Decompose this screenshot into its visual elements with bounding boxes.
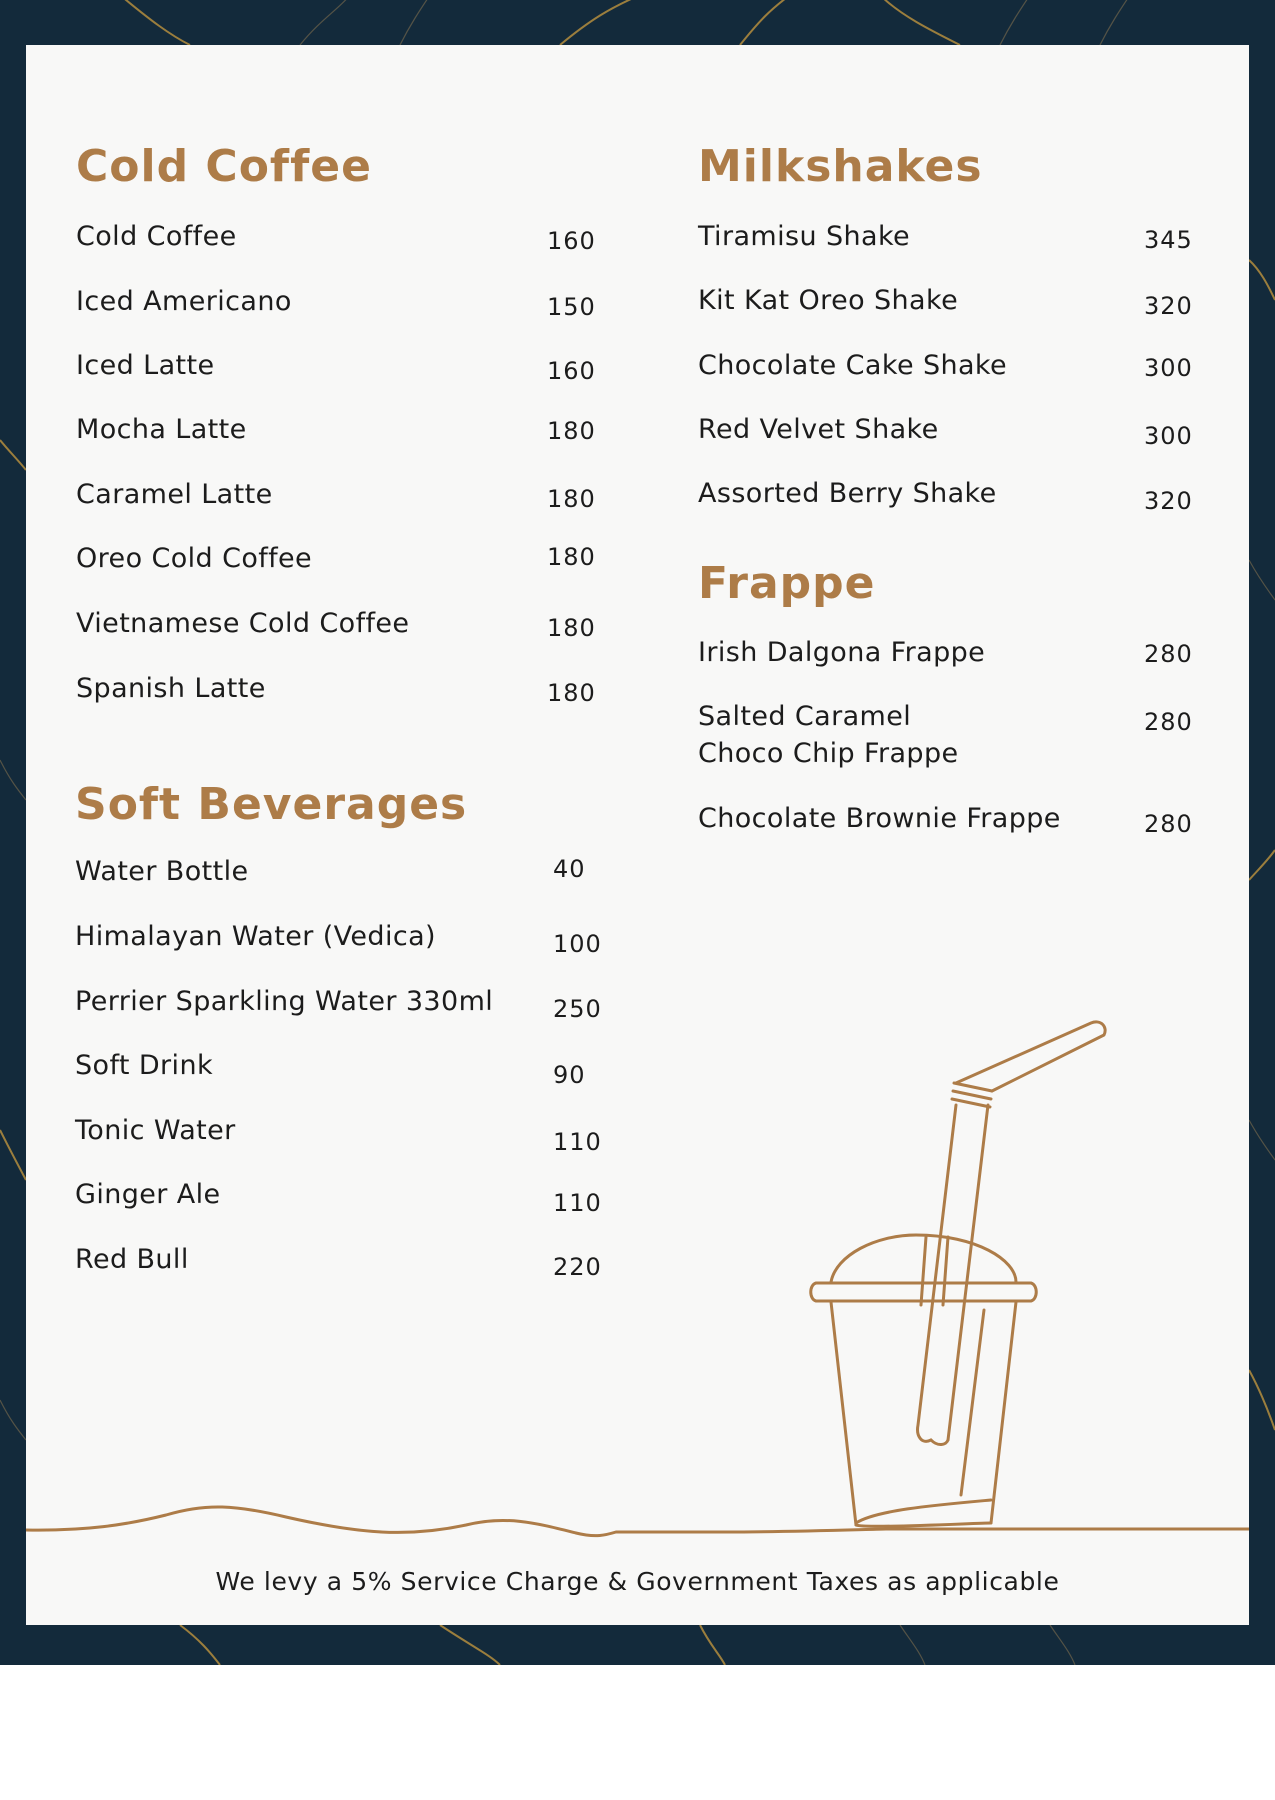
menu-item-price: 280 [1144, 640, 1193, 668]
menu-item-price: 220 [553, 1253, 602, 1281]
menu-item-name: Mocha Latte [76, 414, 247, 445]
menu-item-name: Red Bull [75, 1244, 189, 1275]
menu-item-name-line2: Choco Chip Frappe [698, 738, 959, 769]
menu-item-price: 180 [547, 679, 596, 707]
menu-item-price: 110 [553, 1128, 602, 1156]
menu-item-name: Chocolate Brownie Frappe [698, 803, 1061, 834]
menu-item-price: 250 [553, 995, 602, 1023]
menu-item-price: 300 [1144, 422, 1193, 450]
menu-item-price: 300 [1144, 354, 1193, 382]
menu-item-price: 100 [553, 930, 602, 958]
menu-item-name: Spanish Latte [76, 673, 266, 704]
menu-item-name: Oreo Cold Coffee [76, 543, 313, 574]
menu-item-name: Salted Caramel [698, 701, 912, 732]
menu-item-price: 180 [547, 485, 596, 513]
menu-item-name: Assorted Berry Shake [698, 478, 997, 509]
menu-item-name: Iced Latte [76, 350, 215, 381]
section-title-frappe: Frappe [698, 558, 876, 609]
menu-item-name: Red Velvet Shake [698, 414, 939, 445]
menu-item-name: Cold Coffee [76, 221, 237, 252]
menu-item-name: Chocolate Cake Shake [698, 350, 1008, 381]
menu-item-price: 345 [1144, 226, 1193, 254]
menu-item-name: Iced Americano [76, 286, 292, 317]
menu-item-price: 320 [1144, 292, 1193, 320]
menu-item-price: 180 [547, 614, 596, 642]
menu-item-price: 110 [553, 1189, 602, 1217]
menu-item-price: 180 [547, 417, 596, 445]
menu-item-price: 280 [1144, 810, 1193, 838]
menu-item-name: Himalayan Water (Vedica) [75, 921, 436, 952]
menu-item-name: Soft Drink [75, 1050, 213, 1081]
section-title-milkshakes: Milkshakes [698, 141, 983, 192]
menu-item-price: 90 [553, 1061, 586, 1089]
menu-item-name: Irish Dalgona Frappe [698, 637, 986, 668]
menu-item-name: Kit Kat Oreo Shake [698, 285, 959, 316]
menu-item-name: Tonic Water [75, 1115, 236, 1146]
menu-item-price: 40 [553, 855, 586, 883]
milkshake-cup-icon [26, 45, 1249, 1625]
menu-sheet [26, 45, 1249, 1625]
menu-item-price: 180 [547, 543, 596, 571]
menu-item-name: Perrier Sparkling Water 330ml [75, 986, 494, 1017]
menu-item-price: 150 [547, 293, 596, 321]
section-title-cold-coffee: Cold Coffee [76, 141, 372, 192]
menu-item-price: 160 [547, 227, 596, 255]
service-charge-note: We levy a 5% Service Charge & Government Taxes as applicable [215, 1567, 1060, 1596]
menu-item-name: Tiramisu Shake [698, 221, 911, 252]
menu-item-name: Vietnamese Cold Coffee [76, 608, 410, 639]
menu-item-price: 280 [1144, 708, 1193, 736]
menu-item-price: 320 [1144, 487, 1193, 515]
menu-item-name: Water Bottle [75, 856, 249, 887]
menu-item-name: Caramel Latte [76, 479, 273, 510]
section-title-soft-beverages: Soft Beverages [75, 779, 468, 830]
menu-item-name: Ginger Ale [75, 1179, 221, 1210]
menu-item-price: 160 [547, 357, 596, 385]
